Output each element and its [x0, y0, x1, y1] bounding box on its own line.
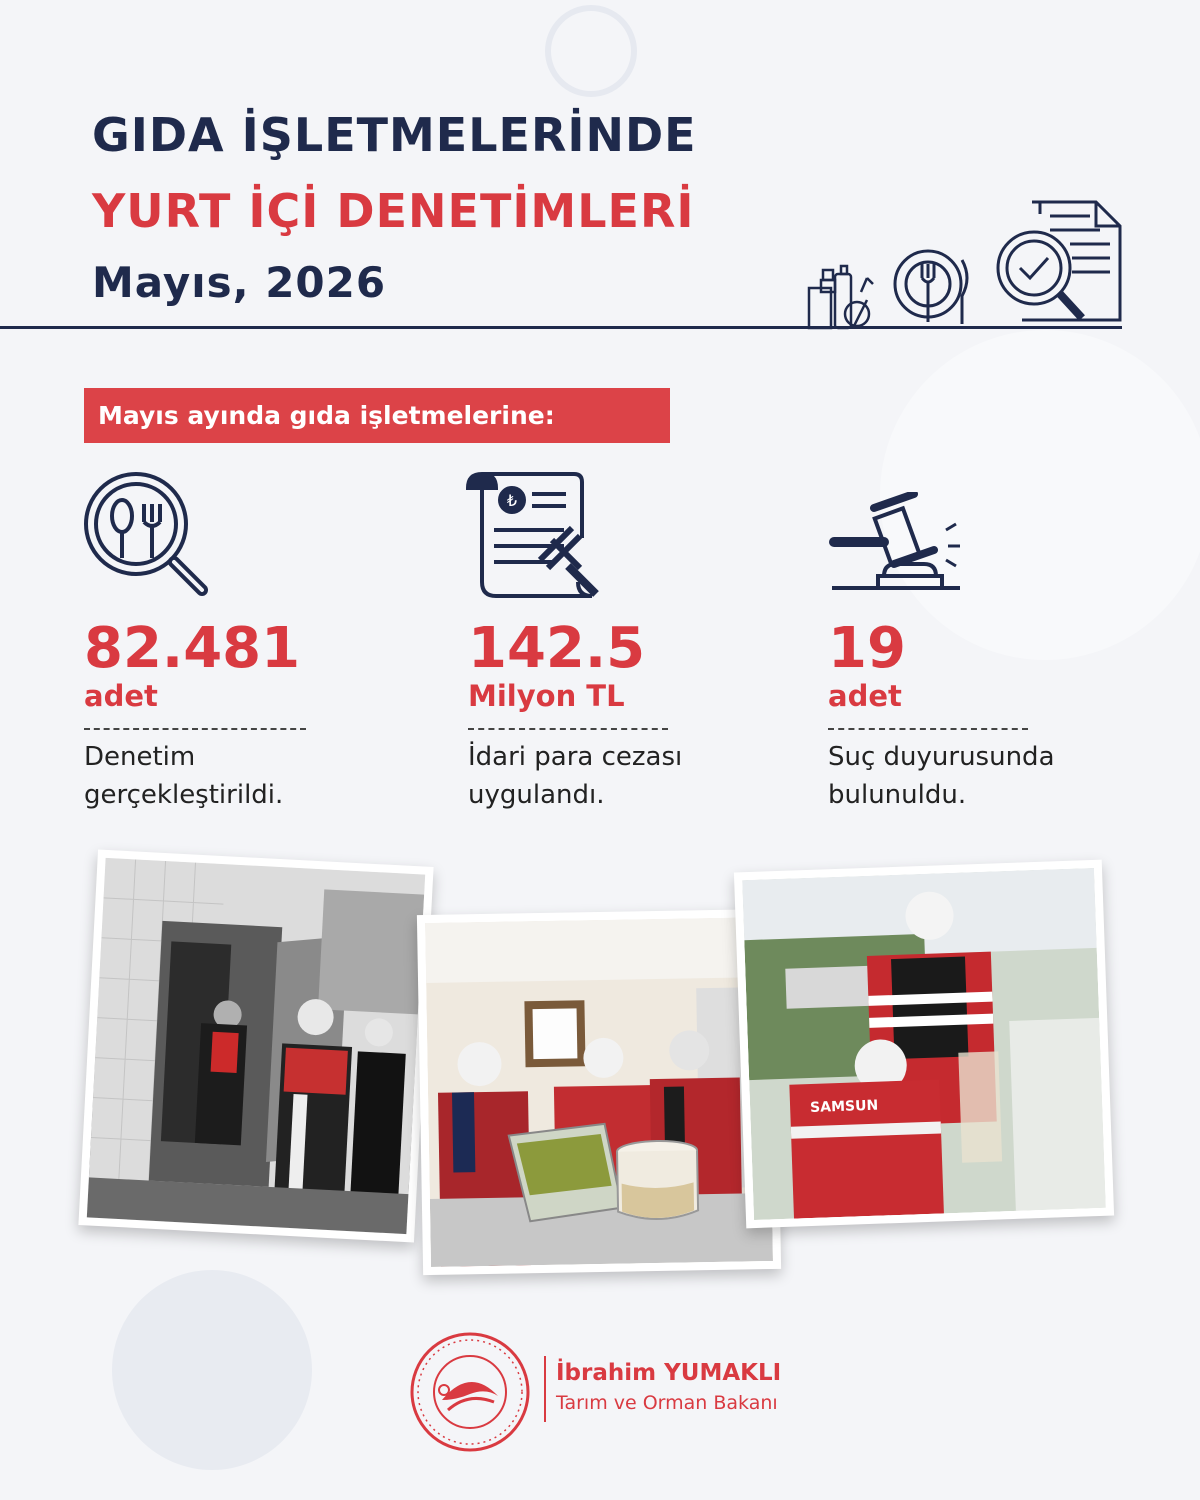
- stat-description: [828, 738, 1055, 814]
- stat-description-line: gerçekleştirildi.: [84, 780, 284, 810]
- stat-description: [468, 738, 682, 814]
- samsun-badge: SAMSUN: [809, 1097, 879, 1117]
- title-line-1: GIDA İŞLETMELERİNDE: [92, 108, 697, 162]
- stat-unit: adet: [828, 679, 902, 713]
- fine-document-icon: [460, 468, 610, 604]
- stat-divider: [828, 728, 1028, 730]
- document-magnifier-icon: [988, 196, 1126, 330]
- svg-text:₺: ₺: [506, 491, 518, 510]
- photo-samsun-inspection: [734, 860, 1114, 1229]
- stat-inspections: [84, 618, 306, 814]
- stat-description: [84, 738, 306, 814]
- stat-description-line: Suç duyurusunda: [828, 742, 1055, 772]
- stat-fines: [468, 618, 682, 814]
- photo-kitchen-oven: [78, 849, 433, 1242]
- stat-description-line: bulunuldu.: [828, 780, 967, 810]
- date-label: Mayıs, 2026: [92, 258, 387, 307]
- ministry-seal-logo: [408, 1330, 532, 1454]
- stat-divider: [84, 728, 306, 730]
- header-divider: [0, 326, 1122, 329]
- plate-cutlery-icon: [892, 240, 978, 328]
- minister-role: Tarım ve Orman Bakanı: [556, 1392, 778, 1414]
- title-line-2: YURT İÇİ DENETİMLERİ: [92, 184, 695, 238]
- stat-criminal-complaints: [828, 618, 1055, 814]
- minister-name: [556, 1360, 781, 1386]
- groceries-icon: [805, 262, 877, 332]
- gavel-icon: [828, 492, 964, 594]
- stat-divider: [468, 728, 668, 730]
- stat-unit: Milyon TL: [468, 679, 625, 713]
- stat-description-line: Denetim: [84, 742, 196, 772]
- stat-value: 19: [828, 616, 906, 681]
- stat-value: 142.5: [468, 616, 646, 681]
- food-inspection-icon: [82, 470, 216, 604]
- minister-first-name: İbrahim: [556, 1360, 657, 1386]
- decorative-circle: [112, 1270, 312, 1470]
- section-banner: Mayıs ayında gıda işletmelerine:: [84, 388, 670, 443]
- stat-unit: adet: [84, 679, 158, 713]
- stat-description-line: uygulandı.: [468, 780, 605, 810]
- minister-last-name: YUMAKLI: [664, 1360, 782, 1386]
- stat-value: 82.481: [84, 616, 301, 681]
- decorative-circle: [545, 5, 637, 97]
- photo-inspectors-containers: [417, 909, 781, 1275]
- stat-description-line: İdari para cezası: [468, 742, 683, 772]
- footer-divider: [544, 1356, 546, 1422]
